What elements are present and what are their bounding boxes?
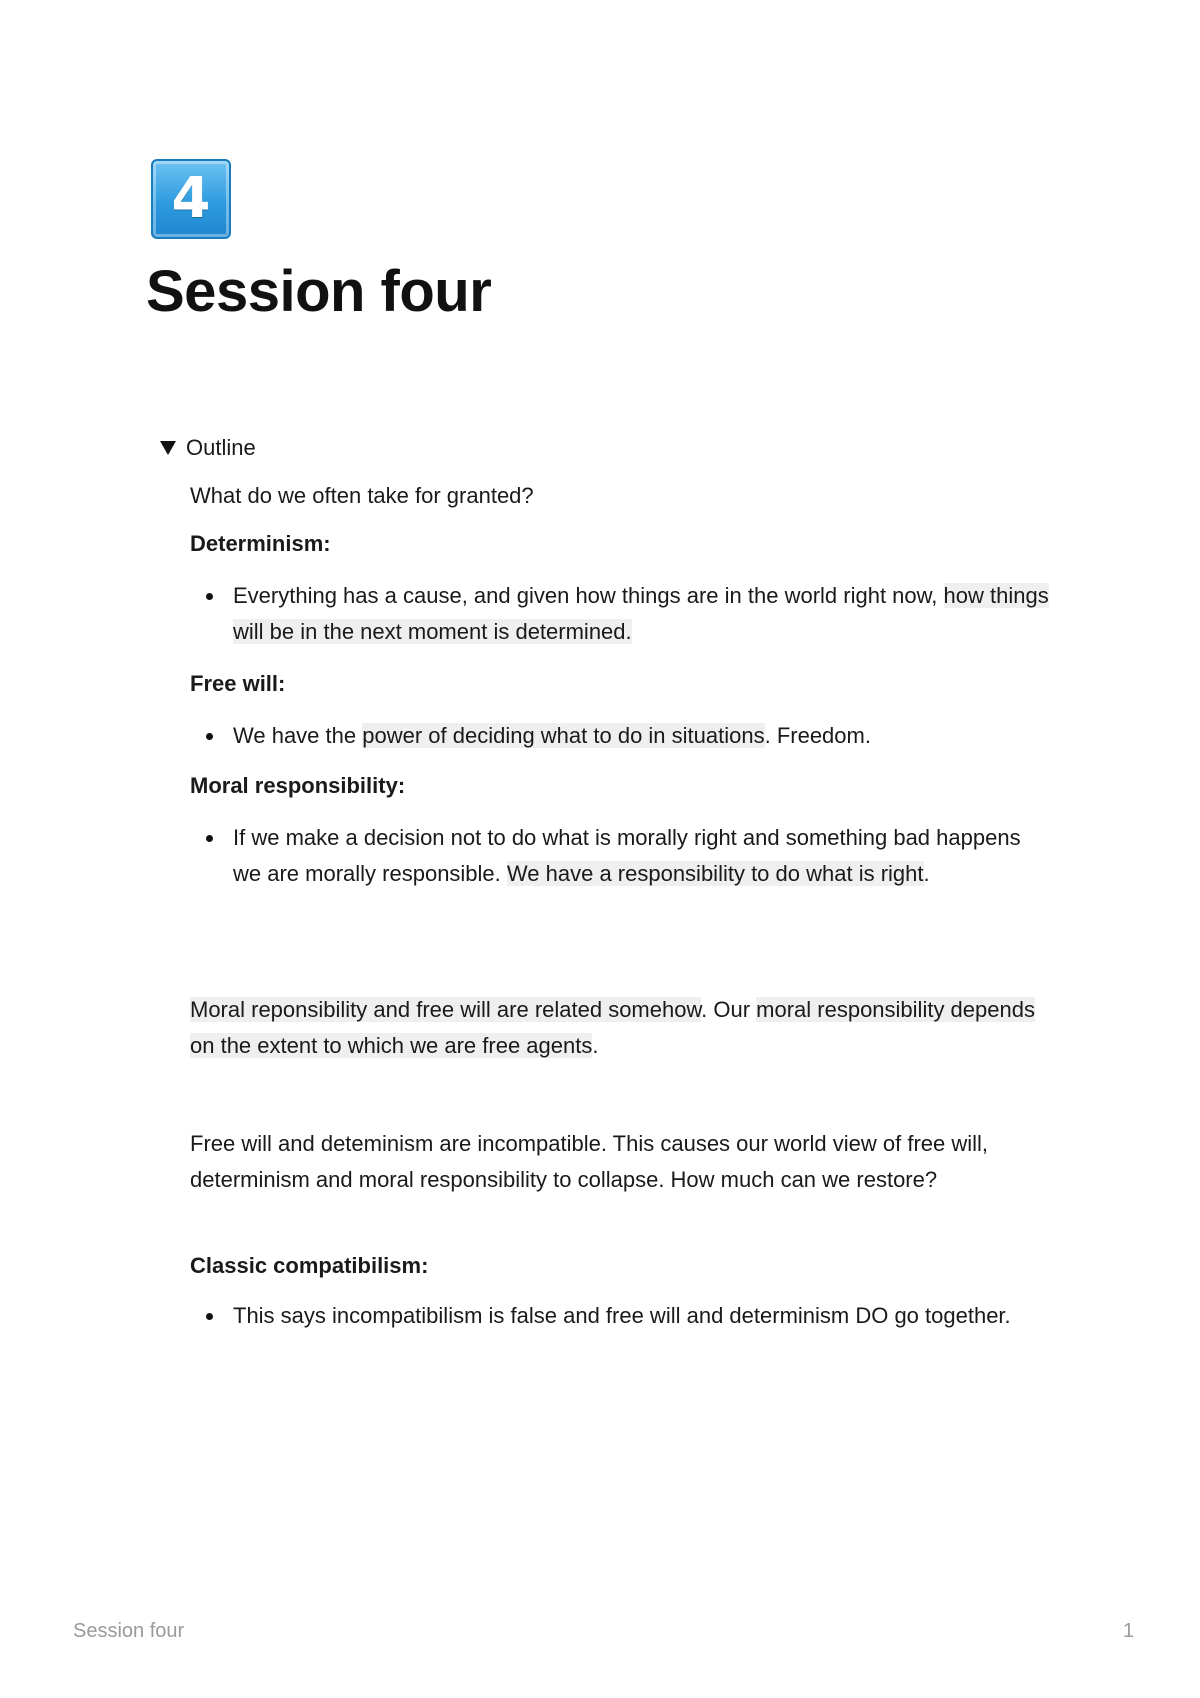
moral-text-c: . bbox=[923, 861, 930, 886]
moral-text-a: If we make a decision not to do what is morally right and something bad happens we are morally responsible. bbox=[233, 825, 1021, 886]
relation-text-a: Moral reponsibility and free will bbox=[190, 997, 497, 1022]
freewill-text-b: power of deciding what to do in situations bbox=[362, 723, 765, 748]
determinism-text-b: how things will be in the next moment is determined. bbox=[233, 583, 1049, 644]
relation-text-b: are related somehow bbox=[496, 997, 702, 1022]
outline-toggle[interactable] bbox=[160, 430, 256, 466]
footer-page-number: 1 bbox=[1123, 1620, 1135, 1642]
page-title: Session four bbox=[146, 259, 492, 324]
determinism-heading: Determinism: bbox=[190, 531, 331, 556]
relation-text-d: moral responsibility depends on the extent to which we are free agents bbox=[190, 997, 1035, 1058]
relation-paragraph bbox=[190, 992, 1050, 1064]
moral-list bbox=[190, 820, 1050, 892]
triangle-down-icon[interactable] bbox=[160, 441, 176, 455]
list-item: This says incompatibilism is false and free will and determinism DO go together. bbox=[190, 1298, 1050, 1334]
determinism-list bbox=[190, 578, 1050, 650]
freewill-text-a: We have the bbox=[233, 723, 363, 748]
keycap-four-icon bbox=[151, 159, 231, 239]
moral-heading: Moral responsibility: bbox=[190, 773, 406, 798]
moral-text-b: We have a responsibility to do what is right bbox=[506, 861, 924, 886]
footer-doc-title: Session four bbox=[73, 1620, 185, 1642]
incompat-paragraph: Free will and deteminism are incompatible. This causes our world view of free will, determinism and moral responsibility to collapse. How much can we restore? bbox=[190, 1131, 989, 1192]
list-item bbox=[190, 820, 1050, 892]
relation-text-c: . Our bbox=[701, 997, 757, 1022]
freewill-heading: Free will: bbox=[190, 671, 286, 696]
list-item bbox=[190, 718, 1050, 754]
freewill-list bbox=[190, 718, 1050, 754]
classic-heading: Classic compatibilism: bbox=[190, 1253, 429, 1278]
list-item bbox=[190, 578, 1050, 650]
outline-toggle-label: Outline bbox=[186, 435, 256, 460]
question-text: What do we often take for granted? bbox=[190, 483, 534, 508]
freewill-text-c: . Freedom. bbox=[764, 723, 871, 748]
icon-symbol: 4 bbox=[171, 166, 211, 231]
relation-text-e: . bbox=[592, 1033, 599, 1058]
determinism-text-a: Everything has a cause, and given how things are in the world right now, bbox=[233, 583, 938, 608]
classic-list bbox=[190, 1298, 1050, 1334]
